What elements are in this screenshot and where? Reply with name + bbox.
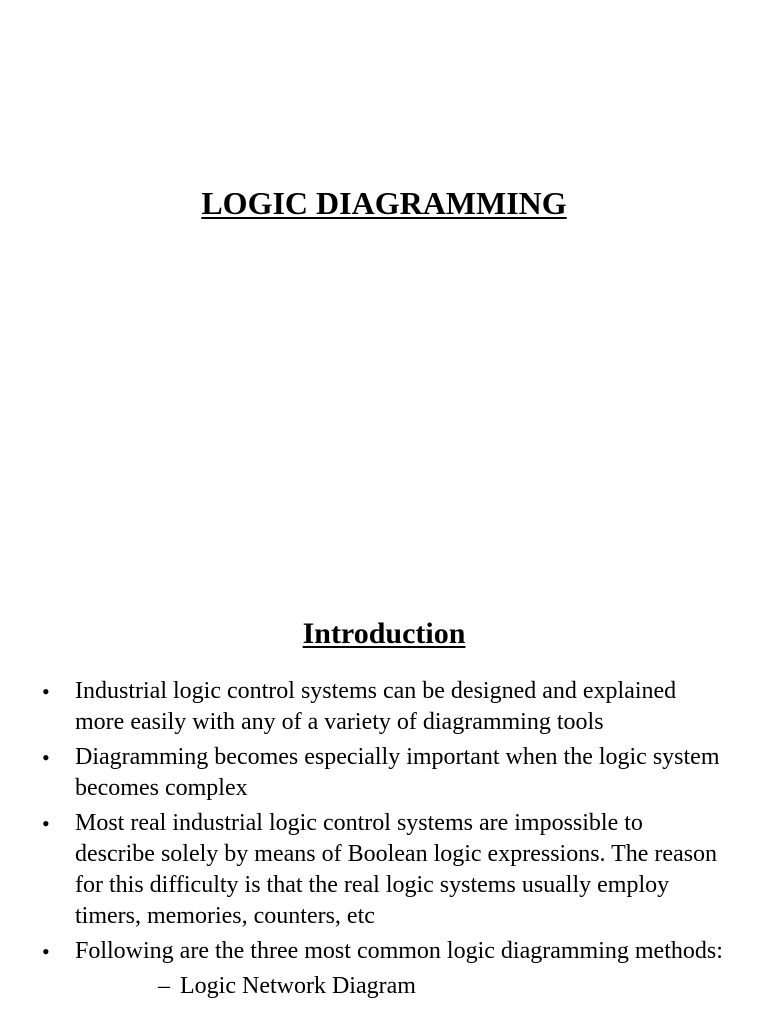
sub-bullet-text: Logic Network Diagram	[180, 973, 416, 999]
dash-icon: –	[158, 973, 170, 999]
section-heading: Introduction	[302, 617, 466, 650]
sub-bullet-item	[0, 971, 768, 1002]
bullet-icon: •	[42, 939, 50, 964]
bullet-icon: •	[42, 679, 50, 704]
bullet-item	[0, 676, 768, 738]
bullet-item	[0, 742, 768, 804]
slide-title: LOGIC DIAGRAMMING	[201, 185, 567, 221]
bullet-text: Following are the three most common logic diagramming methods:	[75, 938, 723, 964]
bullet-icon: •	[42, 811, 50, 836]
bullet-icon: •	[42, 745, 50, 770]
bullet-item	[0, 808, 768, 932]
bullet-text: Most real industrial logic control systems are impossible to describe solely by means of Boolean logic expressions. The reason for this difficulty is that the real logic systems usually employ timers, memories, counters, etc	[75, 810, 718, 929]
bullet-item	[0, 936, 768, 967]
bullet-text: Industrial logic control systems can be designed and explained more easily with any of a variety of diagramming tools	[75, 678, 677, 735]
bullet-list	[0, 676, 768, 1002]
bullet-text: Diagramming becomes especially important when the logic system becomes complex	[75, 744, 720, 801]
